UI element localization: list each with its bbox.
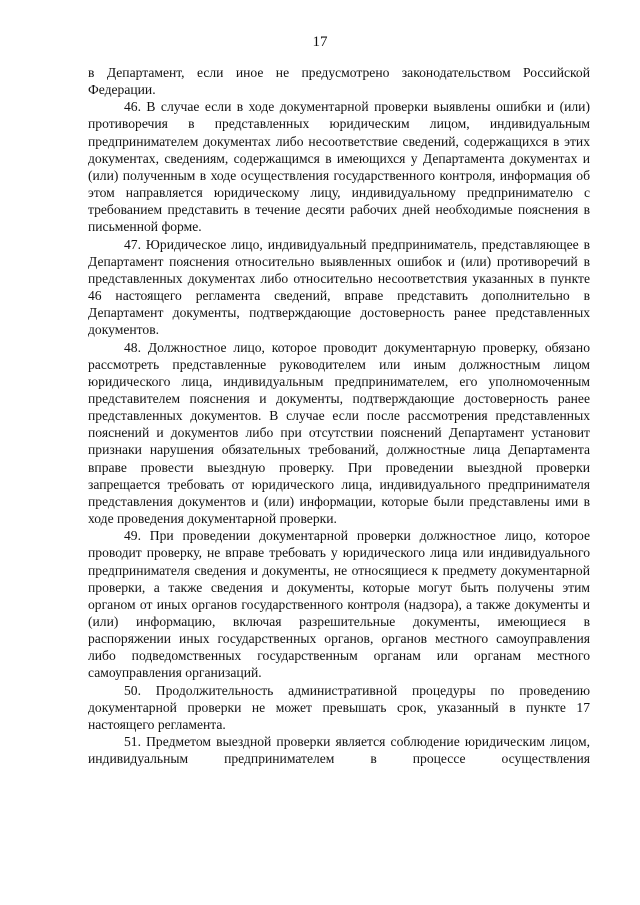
paragraph-51: 51. Предметом выездной проверки является соблюдение юридическим лицом, индивидуальным предпринимателем в процессе осуществления [88,734,590,767]
paragraph-48: 48. Должностное лицо, которое проводит документарную проверку, обязано рассмотреть представленные руководителем или иным должностным лицом юридического лица, индивидуальным предпринимателем, его уполномоченным представителем пояснения и документы, подтверждающие достоверность ранее представленных документов. В случае если после рассмотрения представленных пояснений и документов либо при отсутствии пояснений Департамент установит признаки нарушения обязательных требований, должностные лица Департамента вправе провести выездную проверку. При проведении выездной проверки запрещается требовать от юридического лица, индивидуального предпринимателя представления документов и (или) информации, которые были представлены ими в ходе проведения документарной проверки. [88,339,590,527]
paragraph-49: 49. При проведении документарной проверки должностное лицо, которое проводит проверку, не вправе требовать у юридического лица или индивидуального предпринимателя сведения и документы, не относящиеся к предмету документарной проверки, а также сведения и документы, которые могут быть получены этим органом от иных органов государственного контроля (надзора), а также документы и (или) информацию, включая разрешительные документы, имеющиеся в распоряжении иных государственных органов, органов местного самоуправления либо подведомственных государственным органам или органам местного самоуправления организаций. [88,528,590,681]
document-body [88,64,590,767]
paragraph-47: 47. Юридическое лицо, индивидуальный предприниматель, представляющее в Департамент пояснения относительно выявленных ошибок и (или) противоречий в представленных документах либо относительно несоответствия указанных в пункте 46 настоящего регламента сведений, вправе представить дополнительно в Департамент документы, подтверждающие достоверность ранее представленных документов. [88,236,590,338]
paragraph-46: 46. В случае если в ходе документарной проверки выявлены ошибки и (или) противоречия в представленных юридическим лицом, индивидуальным предпринимателем документах либо несоответствие сведений, содержащихся в этих документах, сведениям, содержащимся в имеющихся у Департамента документах и (или) полученным в ходе осуществления государственного контроля, информация об этом направляется юридическому лицу, индивидуальному предпринимателю с требованием представить в течение десяти рабочих дней необходимые пояснения в письменной форме. [88,99,590,235]
paragraph-continuation: в Департамент, если иное не предусмотрено законодательством Российской Федерации. [88,65,590,98]
page-number: 17 [312,34,328,50]
paragraph-50: 50. Продолжительность административной процедуры по проведению документарной проверки не может превышать срок, указанный в пункте 17 настоящего регламента. [88,682,590,732]
